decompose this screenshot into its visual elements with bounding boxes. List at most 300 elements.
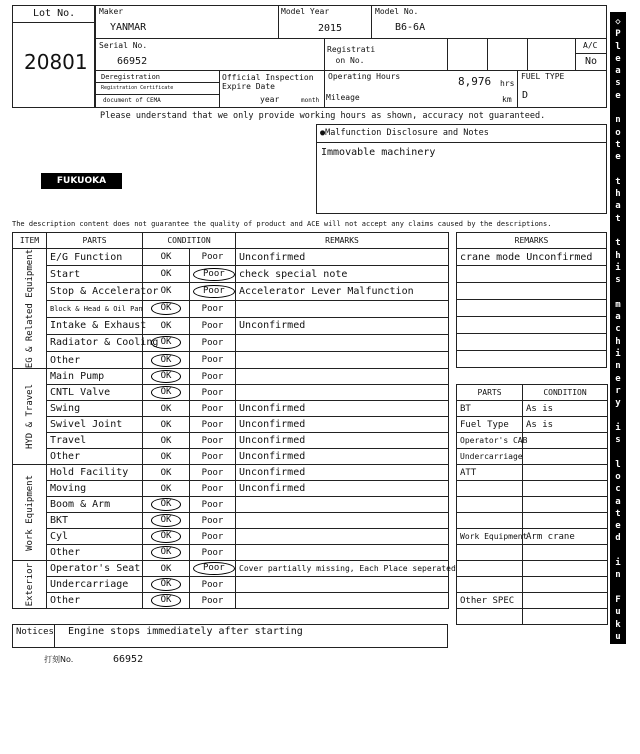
- remark-cell: Unconfirmed: [236, 465, 449, 481]
- poor-option: Poor: [193, 285, 235, 298]
- sidebar-char: a: [615, 668, 621, 679]
- mileage-label: Mileage: [326, 93, 360, 102]
- right-part-cell: Undercarriage: [457, 449, 523, 465]
- header-col-line: [219, 70, 220, 108]
- poor-cell: [190, 385, 236, 401]
- remark-cell: [236, 369, 449, 385]
- header-col-line: [447, 38, 448, 70]
- sidebar-char: l: [615, 459, 621, 470]
- right-condition-cell: [523, 609, 608, 625]
- ok-option: OK: [160, 467, 172, 478]
- part-name: Swivel Joint: [47, 417, 143, 433]
- ok-cell: [143, 266, 190, 283]
- ok-cell: [143, 545, 190, 561]
- sidebar-char: c: [615, 324, 621, 335]
- poor-option: Poor: [201, 595, 224, 606]
- poor-cell: [190, 266, 236, 283]
- notices-text: Engine stops immediately after starting: [68, 626, 303, 637]
- poor-cell: [190, 561, 236, 577]
- right-condition-cell: [523, 433, 608, 449]
- fuel-type-label: FUEL TYPE: [521, 72, 565, 81]
- right-part-cell: [457, 481, 523, 497]
- ok-option: OK: [151, 530, 182, 543]
- poor-cell: [190, 417, 236, 433]
- ac-value: No: [585, 56, 598, 67]
- sidebar-char: m: [615, 299, 621, 310]
- header-col-line: [575, 53, 607, 54]
- sidebar-char: o: [615, 644, 621, 655]
- operating-hours-value: 8,976: [458, 75, 492, 88]
- remark-cell: Unconfirmed: [236, 249, 449, 266]
- sidebar-char: e: [615, 521, 621, 532]
- sidebar-char: e: [615, 53, 621, 64]
- ok-cell: [143, 561, 190, 577]
- poor-cell: [190, 529, 236, 545]
- right-remarks-row: [457, 249, 607, 266]
- sidebar-char: h: [615, 336, 621, 347]
- sidebar-char: k: [615, 656, 621, 667]
- stamp-value: 66952: [113, 654, 144, 665]
- sidebar-char: P: [615, 29, 621, 40]
- poor-cell: [190, 449, 236, 465]
- ok-option: OK: [151, 386, 182, 399]
- sidebar-char: ◇: [615, 742, 621, 753]
- poor-cell: [190, 300, 236, 317]
- sidebar-char: a: [615, 705, 621, 716]
- poor-option: Poor: [201, 451, 224, 462]
- header-col-line: [324, 38, 325, 70]
- sidebar-char: t: [615, 508, 621, 519]
- registration-cert-label: Registration Certificate: [101, 85, 174, 91]
- ok-option: OK: [151, 514, 182, 527]
- table-row: [13, 300, 449, 317]
- sidebar-char: Y: [615, 693, 621, 704]
- right-remarks-header: REMARKS: [457, 233, 607, 249]
- poor-cell: [190, 249, 236, 266]
- header-col-line: [527, 38, 528, 70]
- sidebar-char: o: [615, 127, 621, 138]
- sidebar-char: a: [615, 312, 621, 323]
- sidebar-char: t: [615, 139, 621, 150]
- right-condition-cell: As is: [523, 401, 608, 417]
- right-part-cell: Fuel Type: [457, 417, 523, 433]
- right-condition-cell: [523, 449, 608, 465]
- poor-option: Poor: [201, 467, 224, 478]
- sidebar-space: [615, 225, 620, 237]
- poor-cell: [190, 593, 236, 609]
- table-row: [13, 529, 449, 545]
- header-col-line: [517, 70, 518, 108]
- table-row: [13, 577, 449, 593]
- sidebar-char: d: [615, 533, 621, 544]
- remark-cell: [236, 300, 449, 317]
- ok-option: OK: [160, 451, 172, 462]
- right-parts-row: [457, 401, 608, 417]
- sidebar-char: d: [615, 730, 621, 741]
- model-year-value: 2015: [318, 23, 343, 34]
- part-name: Intake & Exhaust: [47, 317, 143, 334]
- right-parts-row: [457, 609, 608, 625]
- table-row: [13, 433, 449, 449]
- right-part-cell: Other SPEC: [457, 593, 523, 609]
- sidebar-char: n: [615, 361, 621, 372]
- table-row: [13, 497, 449, 513]
- right-parts-row: [457, 593, 608, 609]
- right-parts-row: [457, 449, 608, 465]
- model-no-label: Model No.: [375, 7, 419, 16]
- part-name: E/G Function: [47, 249, 143, 266]
- right-parts-header: PARTS: [457, 385, 523, 401]
- header-row-line: [95, 94, 219, 95]
- right-remarks-row: [457, 300, 607, 317]
- right-condition-cell: Arm crane: [523, 529, 608, 545]
- poor-cell: [190, 577, 236, 593]
- parts-header: PARTS: [47, 233, 143, 249]
- right-condition-cell: [523, 593, 608, 609]
- right-condition-cell: [523, 497, 608, 513]
- ok-option: OK: [151, 498, 182, 511]
- remark-cell: [236, 513, 449, 529]
- remark-cell: Unconfirmed: [236, 449, 449, 465]
- poor-option: Poor: [193, 562, 235, 575]
- poor-cell: [190, 433, 236, 449]
- part-name: CNTL Valve: [47, 385, 143, 401]
- remark-cell: Unconfirmed: [236, 401, 449, 417]
- table-row: [13, 334, 449, 351]
- table-row: [13, 593, 449, 609]
- ok-cell: [143, 385, 190, 401]
- sidebar-char: s: [615, 435, 621, 446]
- remark-cell: Cover partially missing, Each Place seperated: [236, 561, 449, 577]
- poor-option: Poor: [201, 531, 224, 542]
- sidebar-space: [615, 102, 620, 114]
- registration-label: Registrati on No.: [327, 45, 376, 65]
- ok-cell: [143, 300, 190, 317]
- right-parts-header-row: [457, 385, 608, 401]
- table-row: [13, 369, 449, 385]
- right-remark-cell: [457, 300, 607, 317]
- ok-cell: [143, 401, 190, 417]
- sidebar-char: l: [615, 41, 621, 52]
- remark-cell: check special note: [236, 266, 449, 283]
- ok-cell: [143, 593, 190, 609]
- malfunction-text: Immovable machinery: [321, 147, 436, 158]
- part-name: Radiator & Cooling: [47, 334, 143, 351]
- sidebar-char: k: [615, 619, 621, 630]
- table-row: [13, 249, 449, 266]
- right-remarks-row: [457, 317, 607, 334]
- sidebar-char: t: [615, 238, 621, 249]
- remark-cell: Unconfirmed: [236, 417, 449, 433]
- poor-option: Poor: [201, 499, 224, 510]
- location-badge: FUKUOKA: [41, 173, 122, 189]
- model-no-value: B6-6A: [395, 22, 426, 33]
- location-sidebar: [610, 12, 626, 753]
- table-row: [13, 317, 449, 334]
- sidebar-space: [615, 446, 620, 458]
- ok-cell: [143, 417, 190, 433]
- group-label-cell: [13, 561, 47, 609]
- poor-cell: [190, 401, 236, 417]
- ok-option: OK: [151, 578, 182, 591]
- sidebar-char: e: [615, 90, 621, 101]
- sidebar-char: t: [615, 213, 621, 224]
- right-parts-row: [457, 513, 608, 529]
- group-label-cell: [13, 465, 47, 561]
- part-name: Other: [47, 593, 143, 609]
- sidebar-char: h: [615, 189, 621, 200]
- sidebar-space: [615, 680, 620, 692]
- right-parts-row: [457, 529, 608, 545]
- ok-option: OK: [151, 302, 182, 315]
- header-col-line: [324, 70, 325, 108]
- serial-label: Serial No.: [99, 41, 148, 50]
- part-name: Moving: [47, 481, 143, 497]
- poor-option: Poor: [201, 579, 224, 590]
- table-row: [13, 545, 449, 561]
- sidebar-char: r: [615, 717, 621, 728]
- table-row: [13, 385, 449, 401]
- sidebar-char: i: [615, 558, 621, 569]
- remark-cell: [236, 334, 449, 351]
- serial-value: 66952: [117, 56, 148, 67]
- hours-notice: Please understand that we only provide working hours as shown, accuracy not guaranteed.: [100, 111, 546, 121]
- poor-option: Poor: [201, 435, 224, 446]
- ok-cell: [143, 529, 190, 545]
- sidebar-space: [615, 287, 620, 299]
- ok-cell: [143, 352, 190, 369]
- header-row-line: [95, 82, 219, 83]
- model-year-label: Model Year: [281, 7, 330, 16]
- sidebar-char: c: [615, 484, 621, 495]
- poor-option: Poor: [193, 268, 235, 281]
- poor-option: Poor: [201, 515, 224, 526]
- sidebar-char: e: [615, 373, 621, 384]
- km-unit: km: [502, 95, 512, 104]
- ok-option: OK: [160, 269, 172, 280]
- group-label: Exterior: [24, 563, 35, 607]
- ok-cell: [143, 449, 190, 465]
- sidebar-char: s: [615, 275, 621, 286]
- right-remarks-body: [457, 233, 607, 368]
- right-remarks-row: [457, 351, 607, 368]
- remark-cell: [236, 545, 449, 561]
- group-label: EG & Related Equipment: [24, 249, 35, 369]
- poor-option: Poor: [201, 337, 224, 348]
- right-parts-row: [457, 465, 608, 481]
- item-header: ITEM: [13, 233, 47, 249]
- right-condition-cell: [523, 561, 608, 577]
- table-row: [13, 352, 449, 369]
- remark-cell: [236, 497, 449, 513]
- right-part-cell: [457, 561, 523, 577]
- right-remarks-row: [457, 334, 607, 351]
- sidebar-char: F: [615, 594, 621, 605]
- right-parts-row: [457, 577, 608, 593]
- sidebar-char: y: [615, 398, 621, 409]
- remark-cell: [236, 577, 449, 593]
- sidebar-char: a: [615, 201, 621, 212]
- sidebar-char: h: [615, 250, 621, 261]
- notices-divider: [54, 624, 55, 648]
- ok-option: OK: [160, 252, 172, 263]
- header-col-line: [487, 38, 488, 70]
- part-name: Hold Facility: [47, 465, 143, 481]
- ok-option: OK: [151, 354, 182, 367]
- part-name: Boom & Arm: [47, 497, 143, 513]
- ok-option: OK: [160, 563, 172, 574]
- ok-option: OK: [151, 370, 182, 383]
- header-row-line: [95, 38, 607, 39]
- right-condition-header: CONDITION: [523, 385, 608, 401]
- remark-cell: Accelerator Lever Malfunction: [236, 283, 449, 300]
- right-part-cell: [457, 513, 523, 529]
- poor-cell: [190, 545, 236, 561]
- table-header-row: [13, 233, 449, 249]
- table-row: [13, 449, 449, 465]
- part-name: Other: [47, 352, 143, 369]
- poor-cell: [190, 334, 236, 351]
- group-label-cell: [13, 369, 47, 465]
- part-name: Undercarriage: [47, 577, 143, 593]
- right-remark-cell: [457, 283, 607, 300]
- operating-hours-label: Operating Hours: [328, 72, 401, 81]
- table-row: [13, 481, 449, 497]
- right-parts-row: [457, 545, 608, 561]
- ok-cell: [143, 577, 190, 593]
- ok-cell: [143, 497, 190, 513]
- part-name: Start: [47, 266, 143, 283]
- hrs-unit: hrs: [500, 79, 515, 88]
- part-name: Block & Head & Oil Pan: [47, 300, 143, 317]
- maker-label: Maker: [99, 7, 124, 16]
- right-part-cell: ATT: [457, 465, 523, 481]
- condition-header: CONDITION: [143, 233, 236, 249]
- poor-cell: [190, 283, 236, 300]
- maker-value: YANMAR: [110, 22, 147, 33]
- remark-cell: Unconfirmed: [236, 433, 449, 449]
- remark-cell: [236, 352, 449, 369]
- year-label: year: [260, 95, 280, 104]
- right-parts-row: [457, 481, 608, 497]
- part-name: Main Pump: [47, 369, 143, 385]
- sidebar-char: ◇: [615, 17, 621, 27]
- poor-option: Poor: [201, 303, 224, 314]
- group-label: Work Equipment: [24, 474, 35, 551]
- poor-option: Poor: [201, 419, 224, 430]
- ok-cell: [143, 369, 190, 385]
- right-condition-cell: [523, 577, 608, 593]
- right-parts-table: [456, 384, 608, 625]
- right-remarks-table: [456, 232, 607, 368]
- remark-cell: [236, 385, 449, 401]
- sidebar-char: i: [615, 349, 621, 360]
- right-condition-cell: [523, 481, 608, 497]
- ac-label: A/C: [583, 41, 598, 50]
- ok-option: OK: [160, 403, 172, 414]
- table-row: [13, 417, 449, 433]
- poor-cell: [190, 513, 236, 529]
- lot-label: Lot No.: [33, 8, 76, 19]
- table-row: [13, 465, 449, 481]
- poor-option: Poor: [201, 252, 224, 263]
- part-name: BKT: [47, 513, 143, 529]
- right-remark-cell: [457, 351, 607, 368]
- poor-option: Poor: [201, 483, 224, 494]
- ok-cell: [143, 481, 190, 497]
- ok-option: OK: [160, 286, 172, 297]
- right-remarks-row: [457, 283, 607, 300]
- remark-cell: [236, 593, 449, 609]
- poor-option: Poor: [201, 547, 224, 558]
- part-name: Stop & Accelerator: [47, 283, 143, 300]
- right-part-cell: Work Equipment: [457, 529, 523, 545]
- part-name: Travel: [47, 433, 143, 449]
- poor-cell: [190, 481, 236, 497]
- notices-label: Notices: [16, 627, 54, 637]
- right-part-cell: [457, 577, 523, 593]
- remark-cell: Unconfirmed: [236, 481, 449, 497]
- ok-option: OK: [151, 546, 182, 559]
- deregistration-label: Deregistration: [101, 73, 161, 81]
- sidebar-char: i: [615, 422, 621, 433]
- inspection-table-body: [13, 233, 456, 609]
- table-row: [13, 513, 449, 529]
- sidebar-char: e: [615, 152, 621, 163]
- sidebar-char: u: [615, 607, 621, 618]
- sidebar-char: t: [615, 176, 621, 187]
- sidebar-char: r: [615, 385, 621, 396]
- sidebar-char: a: [615, 496, 621, 507]
- sidebar-char: i: [615, 262, 621, 273]
- right-remark-cell: [457, 317, 607, 334]
- remarks-header: REMARKS: [236, 233, 449, 249]
- right-remarks-header-row: [457, 233, 607, 249]
- right-part-cell: [457, 609, 523, 625]
- remark-cell: [236, 529, 449, 545]
- ok-cell: [143, 513, 190, 529]
- sidebar-space: [615, 164, 620, 176]
- part-name: Swing: [47, 401, 143, 417]
- header-col-line: [278, 5, 279, 38]
- group-label-cell: [13, 249, 47, 369]
- ok-option: OK: [160, 435, 172, 446]
- right-condition-cell: [523, 513, 608, 529]
- inspection-label: Official Inspection Expire Date: [222, 73, 314, 91]
- header-col-line: [575, 38, 576, 70]
- right-remark-cell: [457, 266, 607, 283]
- header-row-line: [95, 70, 607, 71]
- poor-option: Poor: [201, 403, 224, 414]
- part-name: Operator's Seat: [47, 561, 143, 577]
- sidebar-char: s: [615, 78, 621, 89]
- ok-option: OK: [151, 594, 182, 607]
- right-condition-cell: [523, 465, 608, 481]
- inspection-table: [12, 232, 456, 609]
- disclaimer: The description content does not guarantee the quality of product and ACE will not accept any claims caused by the descriptions.: [12, 220, 552, 228]
- month-label: month: [301, 97, 320, 104]
- malfunction-title: ●Malfunction Disclosure and Notes: [320, 128, 489, 138]
- poor-option: Poor: [201, 355, 224, 366]
- lot-number: 20801: [24, 50, 88, 74]
- group-label: HYD & Travel: [24, 384, 35, 450]
- poor-option: Poor: [201, 371, 224, 382]
- header-col-line: [371, 5, 372, 38]
- right-condition-cell: [523, 545, 608, 561]
- poor-option: Poor: [201, 387, 224, 398]
- ok-cell: [143, 317, 190, 334]
- right-parts-row: [457, 433, 608, 449]
